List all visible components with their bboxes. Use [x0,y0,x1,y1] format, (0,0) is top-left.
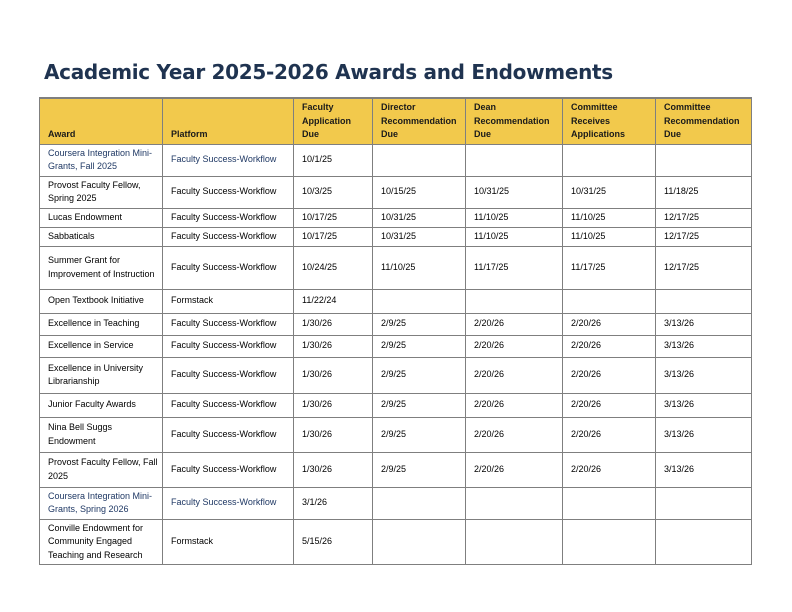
committee-receives-cell: 11/10/25 [563,227,656,246]
award-cell: Excellence in Teaching [40,313,163,335]
table-row [40,335,752,357]
platform-cell: Formstack [163,289,294,313]
column-header-director-due: Director Recommendation Due [373,98,466,144]
faculty-due-cell: 10/17/25 [294,227,373,246]
table-row [40,357,752,393]
platform-cell: Faculty Success-Workflow [163,487,294,519]
platform-cell: Faculty Success-Workflow [163,417,294,452]
director-due-cell: 2/9/25 [373,452,466,487]
committee-rec-due-cell: 3/13/26 [656,393,752,417]
committee-receives-cell [563,487,656,519]
award-cell: Excellence in Service [40,335,163,357]
awards-table [39,97,752,565]
committee-rec-due-cell: 3/13/26 [656,357,752,393]
director-due-cell: 10/31/25 [373,227,466,246]
committee-receives-cell: 11/17/25 [563,246,656,289]
director-due-cell [373,519,466,565]
director-due-cell: 11/10/25 [373,246,466,289]
award-cell: Sabbaticals [40,227,163,246]
faculty-due-cell: 1/30/26 [294,452,373,487]
table-row [40,519,752,565]
platform-cell: Faculty Success-Workflow [163,144,294,176]
award-cell: Provost Faculty Fellow, Fall 2025 [40,452,163,487]
director-due-cell: 2/9/25 [373,417,466,452]
column-header-platform: Platform [163,98,294,144]
table-row [40,417,752,452]
platform-cell: Faculty Success-Workflow [163,335,294,357]
table-row [40,393,752,417]
director-due-cell [373,289,466,313]
award-cell: Open Textbook Initiative [40,289,163,313]
director-due-cell: 2/9/25 [373,335,466,357]
dean-due-cell: 2/20/26 [466,357,563,393]
award-cell: Lucas Endowment [40,208,163,227]
committee-receives-cell [563,144,656,176]
faculty-due-cell: 1/30/26 [294,313,373,335]
platform-cell: Faculty Success-Workflow [163,227,294,246]
table-row [40,487,752,519]
faculty-due-cell: 1/30/26 [294,417,373,452]
director-due-cell [373,487,466,519]
committee-rec-due-cell: 3/13/26 [656,335,752,357]
platform-cell: Faculty Success-Workflow [163,452,294,487]
committee-rec-due-cell [656,144,752,176]
column-header-faculty-due: Faculty Application Due [294,98,373,144]
dean-due-cell: 2/20/26 [466,393,563,417]
faculty-due-cell: 10/24/25 [294,246,373,289]
director-due-cell [373,144,466,176]
award-cell: Conville Endowment for Community Engaged Teaching and Research [40,519,163,565]
dean-due-cell: 11/10/25 [466,227,563,246]
faculty-due-cell: 10/3/25 [294,176,373,208]
table-row [40,176,752,208]
dean-due-cell: 2/20/26 [466,417,563,452]
director-due-cell: 2/9/25 [373,313,466,335]
committee-receives-cell: 2/20/26 [563,313,656,335]
dean-due-cell: 2/20/26 [466,452,563,487]
faculty-due-cell: 10/17/25 [294,208,373,227]
director-due-cell: 10/31/25 [373,208,466,227]
committee-rec-due-cell: 3/13/26 [656,417,752,452]
dean-due-cell: 10/31/25 [466,176,563,208]
dean-due-cell: 2/20/26 [466,313,563,335]
dean-due-cell [466,289,563,313]
committee-receives-cell [563,519,656,565]
committee-receives-cell: 2/20/26 [563,417,656,452]
platform-cell: Faculty Success-Workflow [163,246,294,289]
award-cell: Excellence in University Librarianship [40,357,163,393]
table-row [40,313,752,335]
dean-due-cell: 11/17/25 [466,246,563,289]
dean-due-cell [466,487,563,519]
platform-cell: Faculty Success-Workflow [163,357,294,393]
dean-due-cell [466,144,563,176]
award-cell: Junior Faculty Awards [40,393,163,417]
faculty-due-cell: 1/30/26 [294,393,373,417]
committee-rec-due-cell [656,519,752,565]
column-header-committee-rec-due: Committee Recommendation Due [656,98,752,144]
platform-cell: Faculty Success-Workflow [163,208,294,227]
committee-receives-cell: 2/20/26 [563,393,656,417]
table-row [40,208,752,227]
director-due-cell: 10/15/25 [373,176,466,208]
platform-cell: Faculty Success-Workflow [163,176,294,208]
dean-due-cell [466,519,563,565]
committee-rec-due-cell [656,289,752,313]
column-header-award: Award [40,98,163,144]
platform-cell: Formstack [163,519,294,565]
director-due-cell: 2/9/25 [373,393,466,417]
committee-rec-due-cell: 3/13/26 [656,452,752,487]
committee-rec-due-cell: 12/17/25 [656,227,752,246]
dean-due-cell: 11/10/25 [466,208,563,227]
committee-receives-cell: 2/20/26 [563,357,656,393]
dean-due-cell: 2/20/26 [466,335,563,357]
table-row [40,246,752,289]
committee-receives-cell: 10/31/25 [563,176,656,208]
column-header-committee-receives: Committee Receives Applications [563,98,656,144]
committee-receives-cell [563,289,656,313]
award-cell: Provost Faculty Fellow, Spring 2025 [40,176,163,208]
faculty-due-cell: 5/15/26 [294,519,373,565]
faculty-due-cell: 1/30/26 [294,357,373,393]
column-header-dean-due: Dean Recommendation Due [466,98,563,144]
header-row [40,98,752,144]
table-row [40,452,752,487]
table-row [40,144,752,176]
faculty-due-cell: 3/1/26 [294,487,373,519]
faculty-due-cell: 10/1/25 [294,144,373,176]
committee-rec-due-cell: 3/13/26 [656,313,752,335]
platform-cell: Faculty Success-Workflow [163,393,294,417]
committee-receives-cell: 2/20/26 [563,335,656,357]
award-cell: Summer Grant for Improvement of Instruction [40,246,163,289]
table-row [40,227,752,246]
committee-rec-due-cell [656,487,752,519]
award-cell: Coursera Integration Mini-Grants, Spring 2026 [40,487,163,519]
table-row [40,289,752,313]
page-title: Academic Year 2025-2026 Awards and Endowments [44,60,613,84]
faculty-due-cell: 1/30/26 [294,335,373,357]
committee-receives-cell: 11/10/25 [563,208,656,227]
faculty-due-cell: 11/22/24 [294,289,373,313]
award-cell: Coursera Integration Mini-Grants, Fall 2025 [40,144,163,176]
director-due-cell: 2/9/25 [373,357,466,393]
award-cell: Nina Bell Suggs Endowment [40,417,163,452]
committee-receives-cell: 2/20/26 [563,452,656,487]
platform-cell: Faculty Success-Workflow [163,313,294,335]
committee-rec-due-cell: 12/17/25 [656,246,752,289]
committee-rec-due-cell: 12/17/25 [656,208,752,227]
committee-rec-due-cell: 11/18/25 [656,176,752,208]
